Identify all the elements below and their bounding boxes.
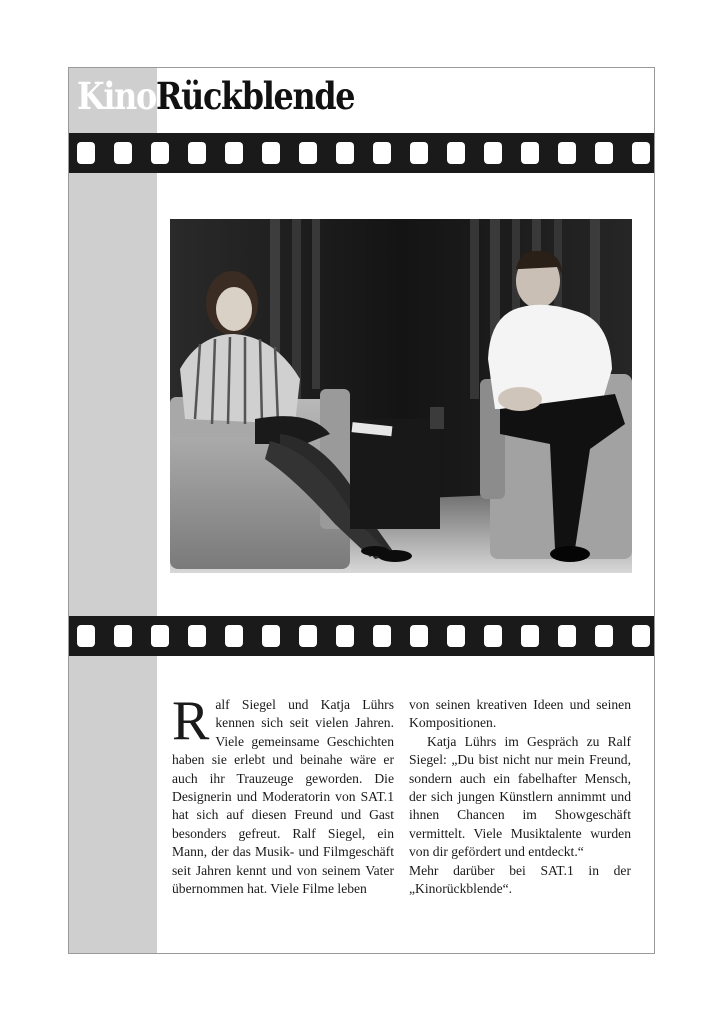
filmstrip-bottom xyxy=(69,616,654,656)
film-sprocket-hole xyxy=(447,142,465,164)
film-sprocket-hole xyxy=(484,625,502,647)
film-sprocket-hole xyxy=(299,625,317,647)
article-paragraph-2: von seinen kreativen Ideen und seinen Kompositionen. xyxy=(409,697,631,731)
film-sprocket-hole xyxy=(262,142,280,164)
drop-cap: R xyxy=(172,690,210,752)
film-sprocket-hole xyxy=(77,625,95,647)
film-sprocket-hole xyxy=(632,625,650,647)
page-frame xyxy=(68,67,655,954)
film-sprocket-hole xyxy=(558,625,576,647)
film-sprocket-hole xyxy=(151,142,169,164)
film-sprocket-hole xyxy=(262,625,280,647)
film-sprocket-hole xyxy=(373,142,391,164)
film-sprocket-hole xyxy=(336,142,354,164)
side-gray-strip xyxy=(69,68,157,953)
film-sprocket-hole xyxy=(632,142,650,164)
photo-interview xyxy=(170,219,632,573)
article-paragraph-1-text: alf Siegel und Katja Lührs kennen sich seit vielen Jahren. Viele gemeinsame Geschichten haben sie erlebt und beinahe wäre er auch ihr Trauzeuge geworden. Die Designerin und Moderatorin von SAT.1 hat sich auf diesen Freund und Gast besonders gefreut. Ralf Siegel, ein Mann, der das Musik- und Filmgeschäft seit Jahren kennt und von seinem Vater übernommen hat. Viele Filme leben xyxy=(172,697,394,897)
article-paragraph-3: Katja Lührs im Gespräch zu Ralf Siegel: „Du bist nicht nur mein Freund, sondern auch ein fabelhafter Mensch, der sich jungen Künstlern annimmt und ihnen Chancen im Showgeschäft vermittelt. Viele Musiktalente wurden von dir gefördert und entdeckt.“ xyxy=(409,733,631,860)
film-sprocket-hole xyxy=(521,142,539,164)
film-sprocket-hole xyxy=(410,142,428,164)
article-paragraph-1 xyxy=(172,690,394,898)
film-sprocket-hole xyxy=(336,625,354,647)
film-sprocket-hole xyxy=(114,625,132,647)
film-sprocket-hole xyxy=(225,625,243,647)
film-sprocket-hole xyxy=(225,142,243,164)
filmstrip-top xyxy=(69,133,654,173)
title-kino: Kino xyxy=(77,74,156,118)
film-sprocket-hole xyxy=(77,142,95,164)
title-rueckblende: Rückblende xyxy=(155,74,355,118)
film-sprocket-hole xyxy=(373,625,391,647)
film-sprocket-hole xyxy=(595,142,613,164)
film-sprocket-hole xyxy=(188,625,206,647)
photo-image xyxy=(170,219,632,573)
film-sprocket-hole xyxy=(114,142,132,164)
article-column-1 xyxy=(172,690,394,898)
film-sprocket-hole xyxy=(299,142,317,164)
article-column-2 xyxy=(409,696,631,898)
film-sprocket-hole xyxy=(558,142,576,164)
film-sprocket-hole xyxy=(151,625,169,647)
film-sprocket-hole xyxy=(447,625,465,647)
header xyxy=(69,68,654,132)
article-paragraph-4: Mehr darüber bei SAT.1 in der „Kinorückblende“. xyxy=(409,862,631,897)
film-sprocket-hole xyxy=(484,142,502,164)
film-sprocket-hole xyxy=(410,625,428,647)
film-sprocket-hole xyxy=(595,625,613,647)
film-sprocket-hole xyxy=(521,625,539,647)
film-sprocket-hole xyxy=(188,142,206,164)
page-title xyxy=(77,74,355,118)
